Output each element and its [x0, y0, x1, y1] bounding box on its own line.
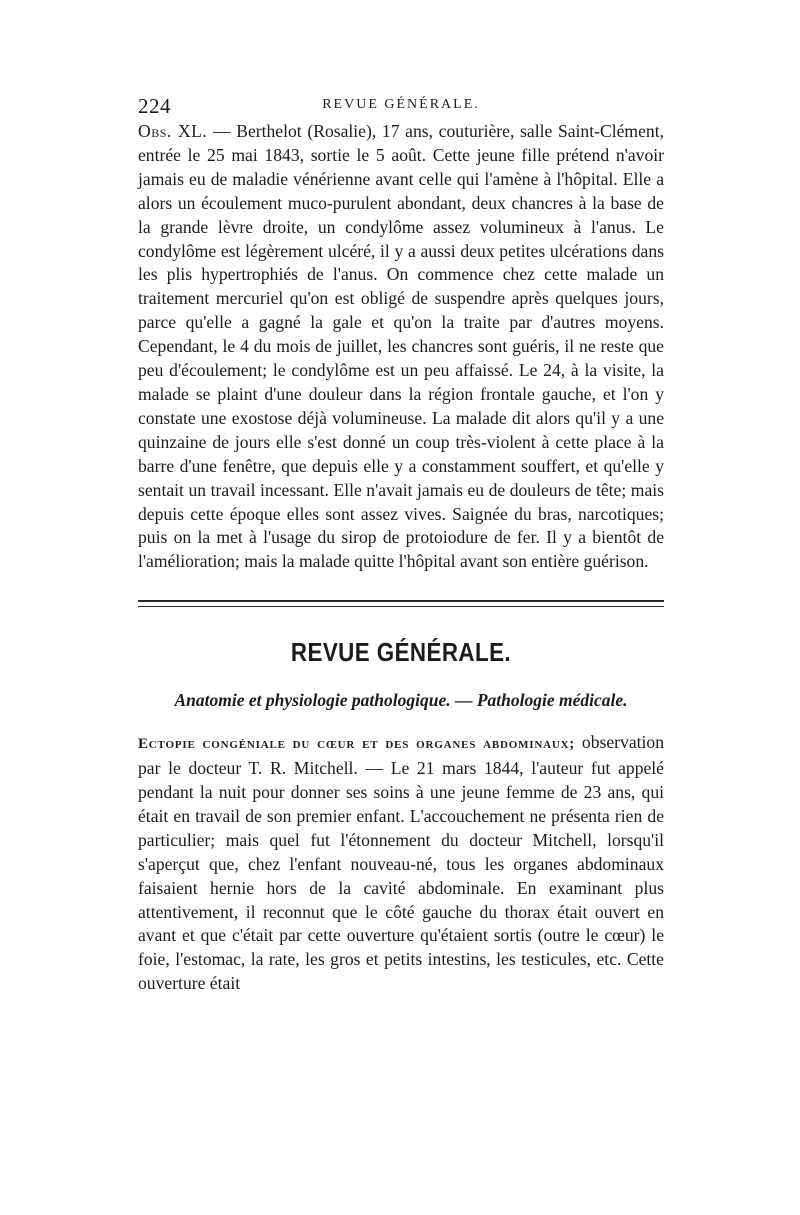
article-text: observation par le docteur T. R. Mitchell. — Le 21 mars 1844, l'auteur fut appelé pendant la nuit pour donner ses soins à une jeune femme de 23 ans, qui était en travail de son premier enfant. L'accouchement ne présenta rien de particulier; mais quel fut l'étonnement du docteur Mitchell, lorsqu'il s'aperçut que, chez l'enfant nouveau-né, tous les organes abdominaux faisaient hernie hors de la cavité abdominale. En examinant plus attentivement, il reconnut que le côté gauche du thorax était ouvert en avant et que c'était par cette ouverture qu'étaient sortis (outre le cœur) le foie, l'estomac, la rate, les gros et petits intestins, les testicules, etc. Cette ouverture était — [138, 732, 665, 994]
running-title: REVUE GÉNÉRALE. — [322, 97, 480, 112]
page-number: 224 — [138, 94, 171, 118]
article-heading: Ectopie congéniale du cœur et des organes abdominaux; — [138, 736, 576, 753]
divider-rule-thick — [138, 600, 664, 602]
observation-text: — Berthelot (Rosalie), 17 ans, couturière, salle Saint-Clément, entrée le 25 mai 1843, sortie le 5 août. Cette jeune fille prétend n'avoir jamais eu de maladie vénérienne avant celle qui l'amène à l'hôpital. Elle a alors un écoulement muco-purulent abondant, deux chancres à la base de la grande lèvre droite, un condylôme assez volumineux à l'anus. Le condylôme est légèrement ulcéré, il y a aussi deux petites ulcérations dans les plis hypertrophiés de l'anus. On commence chez cette malade un traitement mercuriel qu'on est obligé de suspendre après quelques jours, parce qu'elle a gagné la gale et qu'on la traite par d'autres moyens. Cependant, le 4 du mois de juillet, les chancres sont guéris, il ne reste que peu d'écoulement; le condylôme est un peu affaissé. Le 24, à la visite, la malade se plaint d'une douleur dans la région frontale gauche, et l'on y constate une exostose déjà volumineuse. La malade dit alors qu'il y a une quinzaine de jours elle s'est donné un coup très-violent à cette place à la barre d'une fenêtre, que depuis elle y a constamment souffert, et qu'elle y sentait un travail incessant. Elle n'avait jamais eu de douleurs de tête; mais depuis cette époque elles sont assez vives. Saignée du bras, narcotiques; puis on la met à l'usage du sirop de protoiodure de fer. Il y a bientôt de l'amélioration; mais la malade quitte l'hôpital avant son entière guérison. — [138, 121, 664, 572]
divider-rule-thin — [138, 606, 664, 607]
article-paragraph — [138, 731, 664, 996]
section-title: REVUE GÉNÉRALE. — [290, 637, 512, 668]
observation-paragraph — [138, 120, 664, 574]
section-subtitle: Anatomie et physiologie pathologique. — Pathologie médicale. — [174, 690, 628, 711]
observation-label: Obs. XL. — [138, 121, 208, 141]
section-divider — [138, 600, 664, 607]
book-page — [138, 94, 664, 996]
running-head — [138, 94, 664, 120]
